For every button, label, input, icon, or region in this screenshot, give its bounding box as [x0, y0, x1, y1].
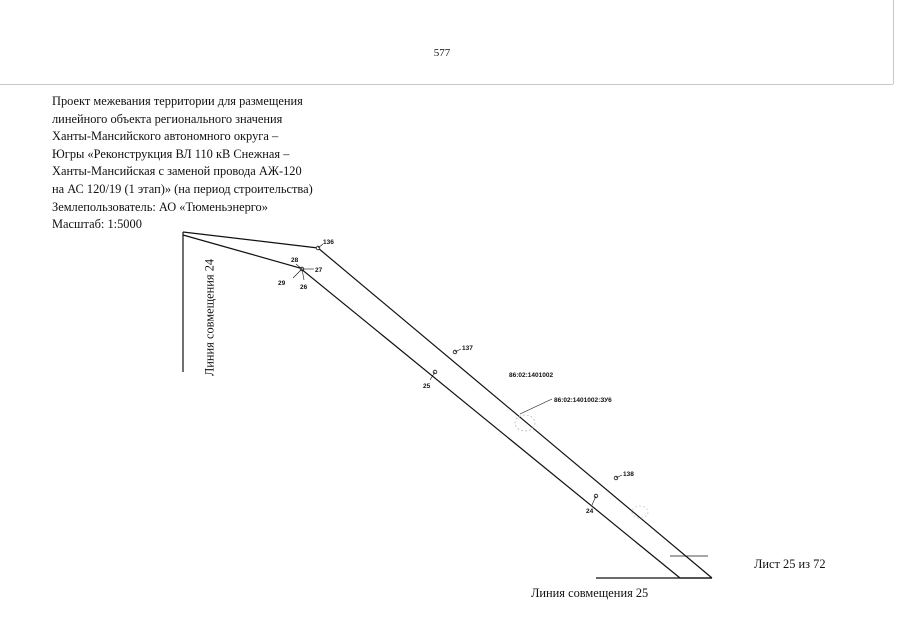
sheet-number-label: Лист 25 из 72 — [754, 557, 826, 571]
title-line-6: на АС 120/19 (1 этап)» (на период строительства) — [52, 181, 313, 196]
corridor-upper-boundary — [183, 232, 712, 578]
point-label-25: 25 — [423, 383, 431, 390]
parcel-outline-mark — [515, 415, 535, 431]
match-line-left-label: Линия совмещения 24 — [202, 258, 217, 377]
leader-25 — [430, 372, 435, 380]
page-number: 577 — [433, 47, 451, 59]
leader-24 — [592, 496, 596, 505]
corridor-lower-boundary — [183, 235, 680, 578]
point-label-136: 136 — [323, 239, 334, 246]
parcel-outline-mark-2 — [632, 506, 648, 518]
match-line-bottom-label: Линия совмещения 25 — [531, 586, 649, 600]
point-label-29: 29 — [278, 280, 286, 287]
leader-parcel — [520, 399, 552, 414]
point-label-28: 28 — [291, 257, 299, 264]
title-line-4: Югры «Реконструкция ВЛ 110 кВ Снежная – — [52, 146, 290, 161]
leader-29 — [293, 269, 302, 278]
point-label-27: 27 — [315, 267, 323, 274]
land-user-line: Землепользователь: АО «Тюменьэнерго» — [52, 199, 268, 214]
point-label-26: 26 — [300, 284, 308, 291]
point-label-138: 138 — [623, 471, 634, 478]
title-line-5: Ханты-Мансийская с заменой провода АЖ-120 — [52, 164, 302, 179]
title-line-2: линейного объекта регионального значения — [52, 111, 283, 126]
title-line-1: Проект межевания территории для размещения — [52, 94, 303, 108]
title-line-3: Ханты-Мансийского автономного округа – — [52, 129, 279, 144]
cadastral-quarter-label: 86:02:1401002 — [509, 372, 554, 379]
point-label-24: 24 — [586, 508, 594, 515]
point-label-137: 137 — [462, 345, 473, 352]
parcel-label: 86:02:1401002:ЗУ6 — [554, 397, 612, 404]
scale-line: Масштаб: 1:5000 — [52, 217, 142, 232]
